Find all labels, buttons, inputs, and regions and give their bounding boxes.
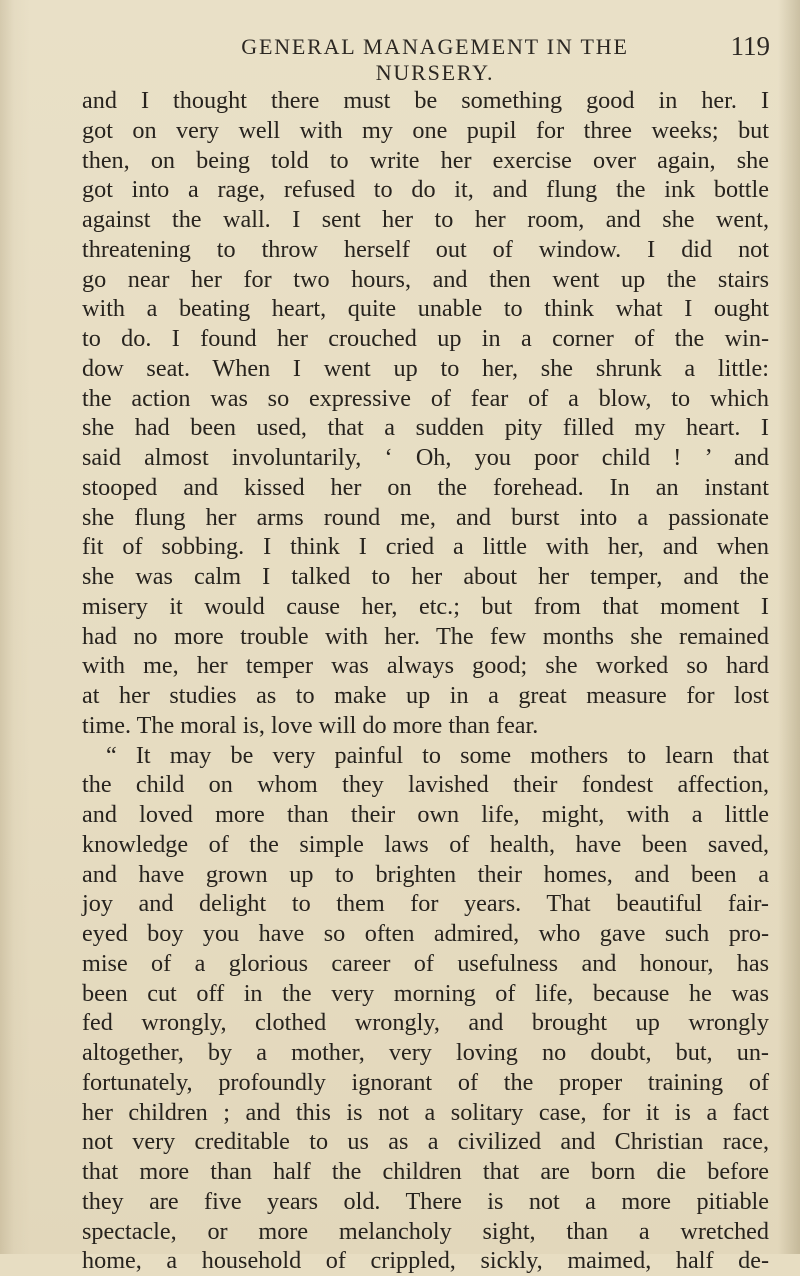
text-line: go near her for two hours, and then went up the stairs bbox=[82, 265, 769, 293]
text-line: stooped and kissed her on the forehead. In an instant bbox=[82, 473, 769, 501]
text-line: fit of sobbing. I think I cried a little with her, and when bbox=[82, 533, 769, 561]
text-line: then, on being told to write her exercise over again, she bbox=[82, 146, 769, 174]
text-line: she flung her arms round me, and burst into a passionate bbox=[82, 503, 769, 531]
page-number: 119 bbox=[730, 31, 770, 61]
text-line: with me, her temper was always good; she worked so hard bbox=[82, 652, 769, 680]
text-line: got on very well with my one pupil for three weeks; but bbox=[82, 116, 769, 144]
text-line: home, a household of crippled, sickly, maimed, half de- bbox=[82, 1247, 769, 1275]
text-line: not very creditable to us as a civilized and Christian race, bbox=[82, 1128, 769, 1156]
body-text bbox=[82, 86, 769, 1276]
text-line: and loved more than their own life, might, with a little bbox=[82, 801, 769, 828]
text-line: she was calm I talked to her about her temper, and the bbox=[82, 563, 769, 590]
text-line: her children ; and this is not a solitary case, for it is a fact bbox=[82, 1098, 769, 1126]
text-line: she had been used, that a sudden pity filled my heart. I bbox=[82, 414, 769, 442]
text-line: against the wall. I sent her to her room, and she went, bbox=[82, 206, 769, 233]
text-line: fed wrongly, clothed wrongly, and brought up wrongly bbox=[82, 1009, 769, 1037]
text-line: the child on whom they lavished their fondest affection, bbox=[82, 771, 769, 799]
text-line: said almost involuntarily, ‘ Oh, you poor child ! ’ and bbox=[82, 444, 769, 471]
text-line: knowledge of the simple laws of health, have been saved, bbox=[82, 830, 769, 858]
text-line: they are five years old. There is not a more pitiable bbox=[82, 1187, 769, 1215]
text-line: that more than half the children that are born die before bbox=[82, 1158, 769, 1185]
page-edge-shadow bbox=[778, 0, 800, 1254]
page-header bbox=[0, 31, 800, 85]
text-line: joy and delight to them for years. That beautiful fair- bbox=[82, 890, 769, 918]
text-line: had no more trouble with her. The few months she remained bbox=[82, 622, 769, 650]
text-line: fortunately, profoundly ignorant of the proper training of bbox=[82, 1068, 769, 1096]
running-head: GENERAL MANAGEMENT IN THE NURSERY. bbox=[241, 34, 629, 85]
text-line: and have grown up to brighten their homes, and been a bbox=[82, 860, 769, 888]
text-line: the action was so expressive of fear of a blow, to which bbox=[82, 384, 769, 412]
text-line: with a beating heart, quite unable to think what I ought bbox=[82, 295, 769, 323]
text-line: got into a rage, refused to do it, and flung the ink bottle bbox=[82, 176, 769, 204]
text-line: mise of a glorious career of usefulness and honour, has bbox=[82, 949, 769, 977]
text-line-paragraph-end: time. The moral is, love will do more than fear. bbox=[82, 711, 539, 739]
text-line: eyed boy you have so often admired, who gave such pro- bbox=[82, 920, 769, 947]
text-line: to do. I found her crouched up in a corner of the win- bbox=[82, 325, 769, 352]
text-line: altogether, by a mother, very loving no doubt, but, un- bbox=[82, 1039, 769, 1066]
text-line: spectacle, or more melancholy sight, than a wretched bbox=[82, 1217, 769, 1245]
text-line: misery it would cause her, etc.; but from that moment I bbox=[82, 592, 769, 620]
text-line: been cut off in the very morning of life, because he was bbox=[82, 979, 769, 1007]
text-line: dow seat. When I went up to her, she shrunk a little: bbox=[82, 354, 769, 382]
text-line: and I thought there must be something good in her. I bbox=[82, 87, 769, 114]
text-line-paragraph-start: “ It may be very painful to some mothers to learn that bbox=[106, 741, 769, 769]
text-line: threatening to throw herself out of window. I did not bbox=[82, 235, 769, 263]
text-line: at her studies as to make up in a great measure for lost bbox=[82, 682, 769, 709]
